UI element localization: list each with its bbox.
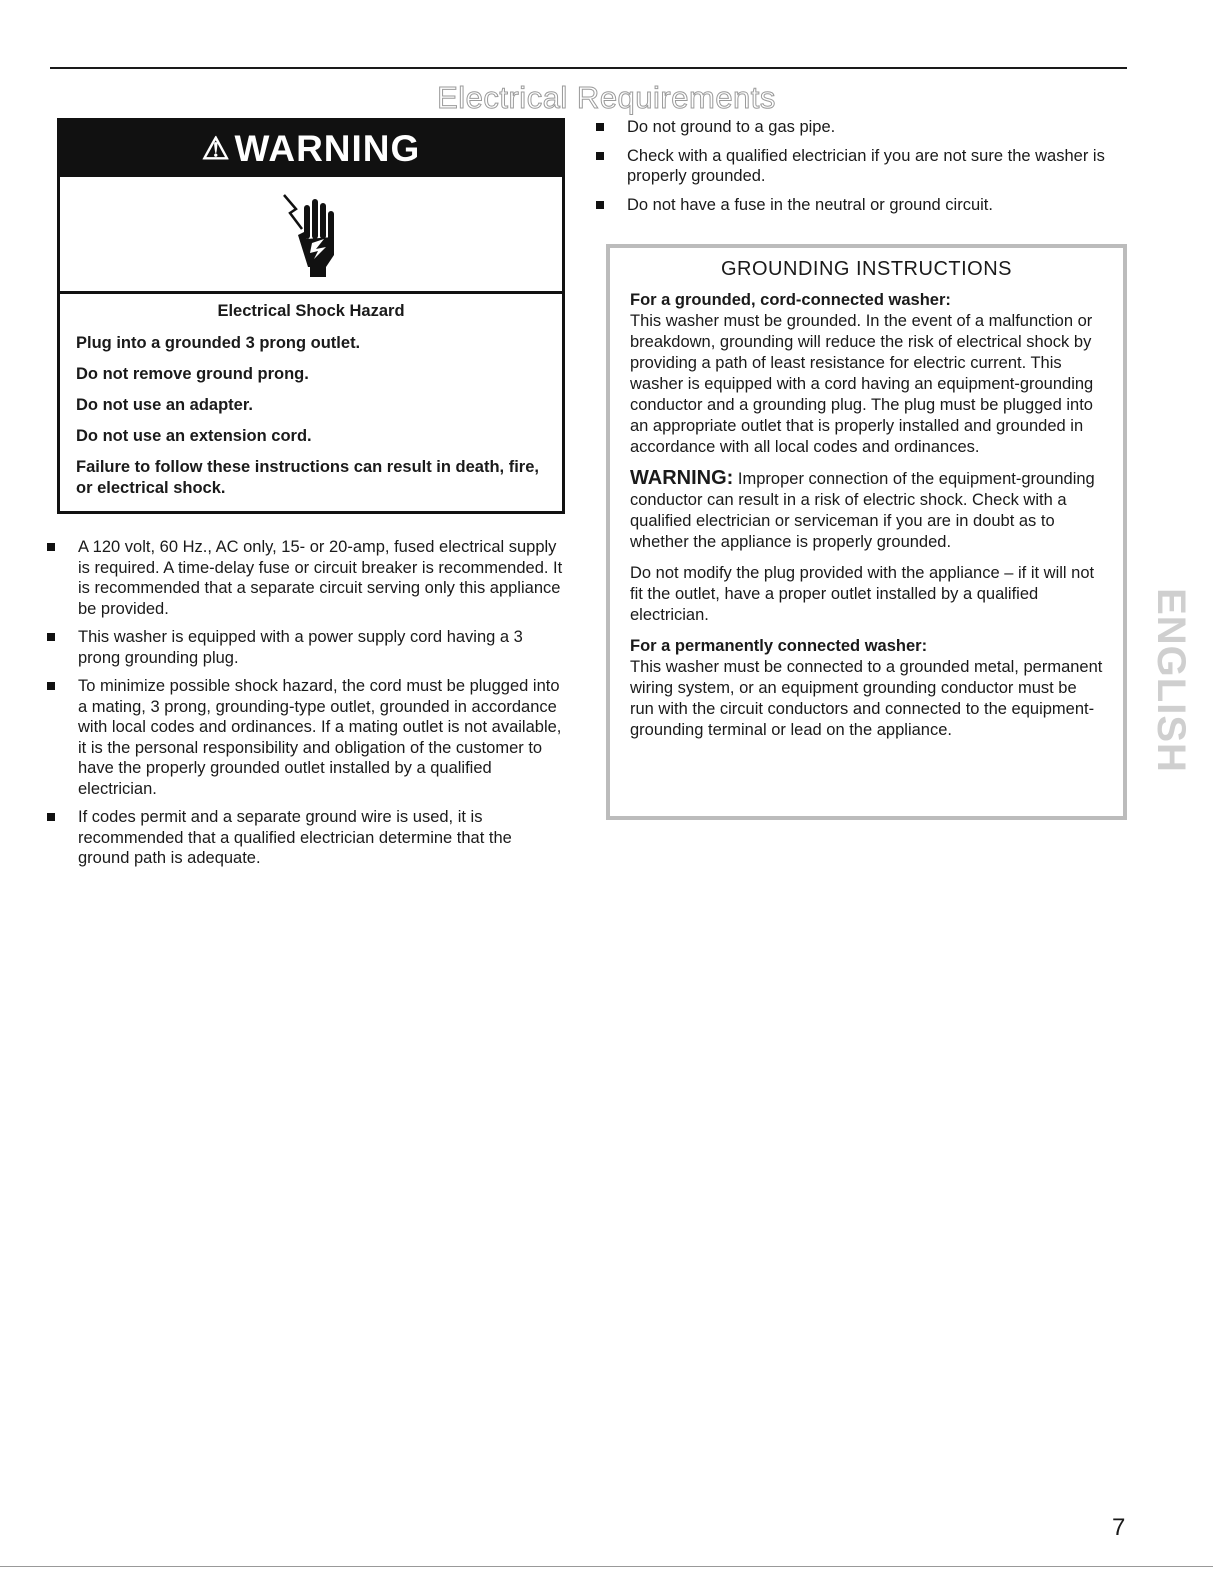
bullet-square-icon [47,813,55,821]
right-bullet-list [596,117,1121,223]
cord-connected-text: This washer must be grounded. In the event of a malfunction or breakdown, grounding will reduce the risk of electrical shock by providing a path of least resistance for electric current. This washer is equipped with a cord having an equipment-grounding conductor and a grounding plug. The plug must be plugged into an appropriate outlet that is properly installed and grounded in accordance with all local codes and ordinances. [630,312,1094,456]
warning-header-label: WARNING [234,128,421,169]
bullet-square-icon [47,543,55,551]
bullet-text: Check with a qualified electrician if you are not sure the washer is properly grounded. [627,146,1105,185]
grounding-instructions-box [606,244,1127,820]
hazard-symbol-area [60,177,562,294]
bullet-text: A 120 volt, 60 Hz., AC only, 15- or 20-amp, fused electrical supply is required. A time-delay fuse or circuit breaker is recommended. It is recommended that a separate circuit serving only this appliance be provided. [78,538,563,618]
language-tab [1148,560,1193,800]
warning-line: Plug into a grounded 3 prong outlet. [76,334,361,352]
list-item [596,117,1121,138]
warning-line: Do not use an extension cord. [76,427,312,445]
bullet-text: Do not ground to a gas pipe. [627,118,836,136]
top-rule [50,67,1127,69]
bullet-square-icon [596,201,604,209]
list-item [47,537,565,619]
hazard-title: Electrical Shock Hazard [217,302,405,320]
list-item [47,807,565,869]
list-item [47,627,565,668]
section-title: Electrical Requirements [437,80,776,115]
cord-connected-heading: For a grounded, cord-connected washer: [630,291,951,309]
warning-triangle-icon: ⚠ [201,131,231,166]
list-item [596,146,1121,187]
page-number: 7 [1112,1514,1126,1541]
list-item [596,195,1121,216]
modify-plug-text: Do not modify the plug provided with the appliance – if it will not fit the outlet, have a proper outlet installed by a qualified electrician. [630,564,1095,624]
bullet-square-icon [596,123,604,131]
bullet-text: If codes permit and a separate ground wire is used, it is recommended that a qualified electrician determine that the ground path is adequate. [78,808,512,867]
grounding-warning [630,468,1103,553]
grounding-warning-text: Improper connection of the equipment-grounding conductor can result in a risk of electric shock. Check with a qualified electrician or serviceman if you are in doubt as to whether the appliance is properly grounded. [630,470,1095,551]
electric-shock-hand-icon [276,189,346,279]
bullet-text: Do not have a fuse in the neutral or ground circuit. [627,195,993,214]
warning-header [60,121,562,177]
list-item [47,676,565,799]
bottom-rule [0,1566,1213,1567]
warning-body [60,294,562,499]
permanent-heading: For a permanently connected washer: [630,637,928,655]
grounding-title: GROUNDING INSTRUCTIONS [721,258,1012,280]
bullet-square-icon [47,633,55,641]
warning-box [57,118,565,514]
warning-line: Failure to follow these instructions can result in death, fire, or electrical shock. [76,458,539,497]
warning-line: Do not use an adapter. [76,396,253,414]
language-tab-label: ENGLISH [1148,587,1193,773]
warning-line: Do not remove ground prong. [76,365,309,383]
grounding-warning-label: WARNING: [630,467,734,489]
bullet-square-icon [47,682,55,690]
permanent-text: This washer must be connected to a grounded metal, permanent wiring system, or an equipment grounding conductor must be run with the circuit conductors and connected to the equipment-grounding terminal or lead on the appliance. [630,658,1103,739]
left-bullet-list [47,537,565,877]
bullet-square-icon [596,152,604,160]
bullet-text: This washer is equipped with a power supply cord having a 3 prong grounding plug. [78,628,523,667]
bullet-text: To minimize possible shock hazard, the cord must be plugged into a mating, 3 prong, grounding-type outlet, grounded in accordance with local codes and ordinances. If a mating outlet is not available, it is the personal responsibility and obligation of the customer to have the properly grounded outlet installed by a qualified electrician. [78,677,562,798]
